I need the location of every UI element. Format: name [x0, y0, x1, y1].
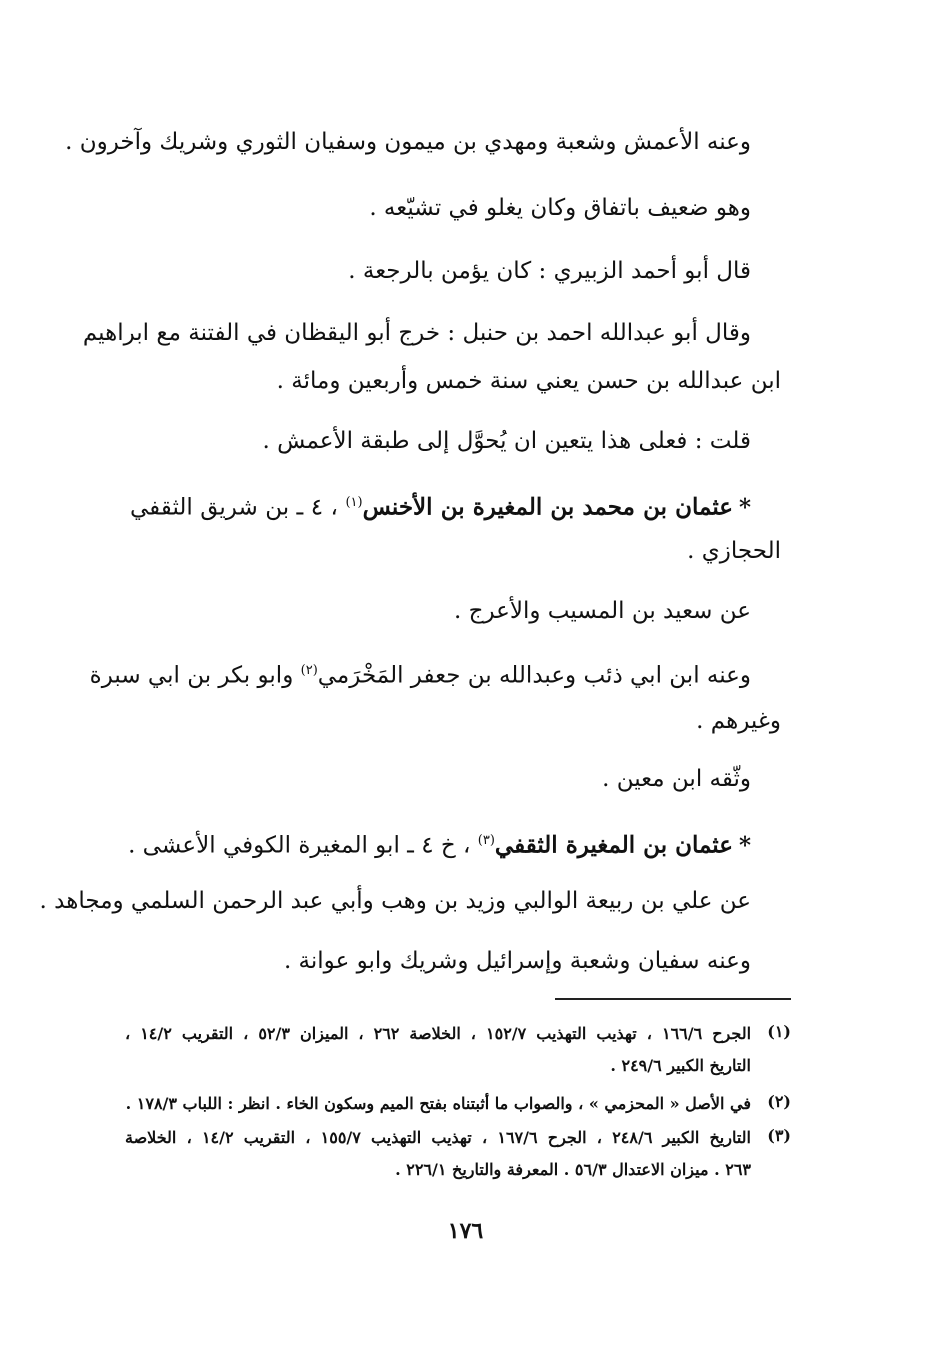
entry-1-heading [130, 487, 751, 524]
entry-1-line-2: الحجازي . [687, 538, 781, 564]
entry-2-rest: ، خ ٤ ـ ابو المغيرة الكوفي الأعشى . [128, 832, 471, 859]
footnote-3-line-2: ٢٦٣ . ميزان الاعتدال ٥٦/٣ . المعرفة والتاريخ ٢٢٦/١ . [395, 1160, 751, 1179]
footnote-3-number: (٣) [767, 1126, 791, 1145]
paragraph-9: عن علي بن ربيعة الوالبي وزيد بن وهب وأبي عبد الرحمن السلمي ومجاهد . [39, 888, 751, 914]
footnote-ref-2: (٢) [300, 663, 318, 678]
paragraph-10: وعنه سفيان وشعبة وإسرائيل وشريك وابو عوانة . [283, 948, 751, 974]
footnote-divider [555, 998, 791, 1000]
entry-2-name: عثمان بن المغيرة الثقفي [494, 831, 733, 859]
paragraph-5: قلت : فعلى هذا يتعين ان يُحوَّل إلى طبقة الأعمش . [262, 428, 751, 454]
paragraph-4-line-1: وقال أبو عبدالله احمد بن حنبل : خرج أبو اليقظان في الفتنة مع ابراهيم [82, 320, 751, 346]
footnote-1-line-1: الجرح ١٦٦/٦ ، تهذيب التهذيب ١٥٢/٧ ، الخلاصة ٢٦٢ ، الميزان ٥٢/٣ ، التقريب ١٤/٢ ، [125, 1024, 752, 1043]
paragraph-1: وعنه الأعمش وشعبة ومهدي بن ميمون وسفيان الثوري وشريك وآخرون . [65, 129, 751, 155]
paragraph-7-part-b: وابو بكر بن ابي سبرة [89, 662, 294, 689]
footnote-1-number: (١) [767, 1022, 791, 1041]
footnote-ref-1: (١) [345, 495, 363, 510]
paragraph-8: وثّقه ابن معين . [602, 766, 751, 792]
paragraph-7-line-1 [89, 655, 751, 692]
entry-1-name: عثمان بن محمد بن المغيرة بن الأخنس [362, 493, 733, 521]
entry-1-rest: ، ٤ ـ بن شريق الثقفي [130, 494, 338, 521]
footnote-2-number: (٢) [767, 1092, 791, 1111]
entry-2-heading [128, 825, 751, 862]
paragraph-7-line-2: وغيرهم . [696, 708, 781, 734]
paragraph-4-line-2: ابن عبدالله بن حسن يعني سنة خمس وأربعين ومائة . [276, 368, 781, 394]
page-number: ١٧٦ [447, 1218, 484, 1244]
footnote-ref-3: (٣) [477, 833, 495, 848]
entry-bullet: * [739, 493, 752, 521]
footnote-1-line-2: التاريخ الكبير ٢٤٩/٦ . [610, 1056, 751, 1075]
footnote-2-line-1: في الأصل « المحزمي » ، والصواب ما أثبتناه بفتح الميم وسكون الخاء . انظر : اللباب ١٧٨/٣ . [125, 1094, 751, 1113]
paragraph-3: قال أبو أحمد الزبيري : كان يؤمن بالرجعة . [348, 258, 751, 284]
paragraph-6: عن سعيد بن المسيب والأعرج . [453, 598, 751, 624]
paragraph-7-part-a: وعنه ابن ابي ذئب وعبدالله بن جعفر المَخْرَمي [317, 662, 751, 689]
footnote-3-line-1: التاريخ الكبير ٢٤٨/٦ ، الجرح ١٦٧/٦ ، تهذيب التهذيب ١٥٥/٧ ، التقريب ١٤/٢ ، الخلاصة [125, 1128, 752, 1147]
entry-bullet: * [738, 831, 751, 859]
paragraph-2: وهو ضعيف باتفاق وكان يغلو في تشيّعه . [369, 195, 751, 221]
